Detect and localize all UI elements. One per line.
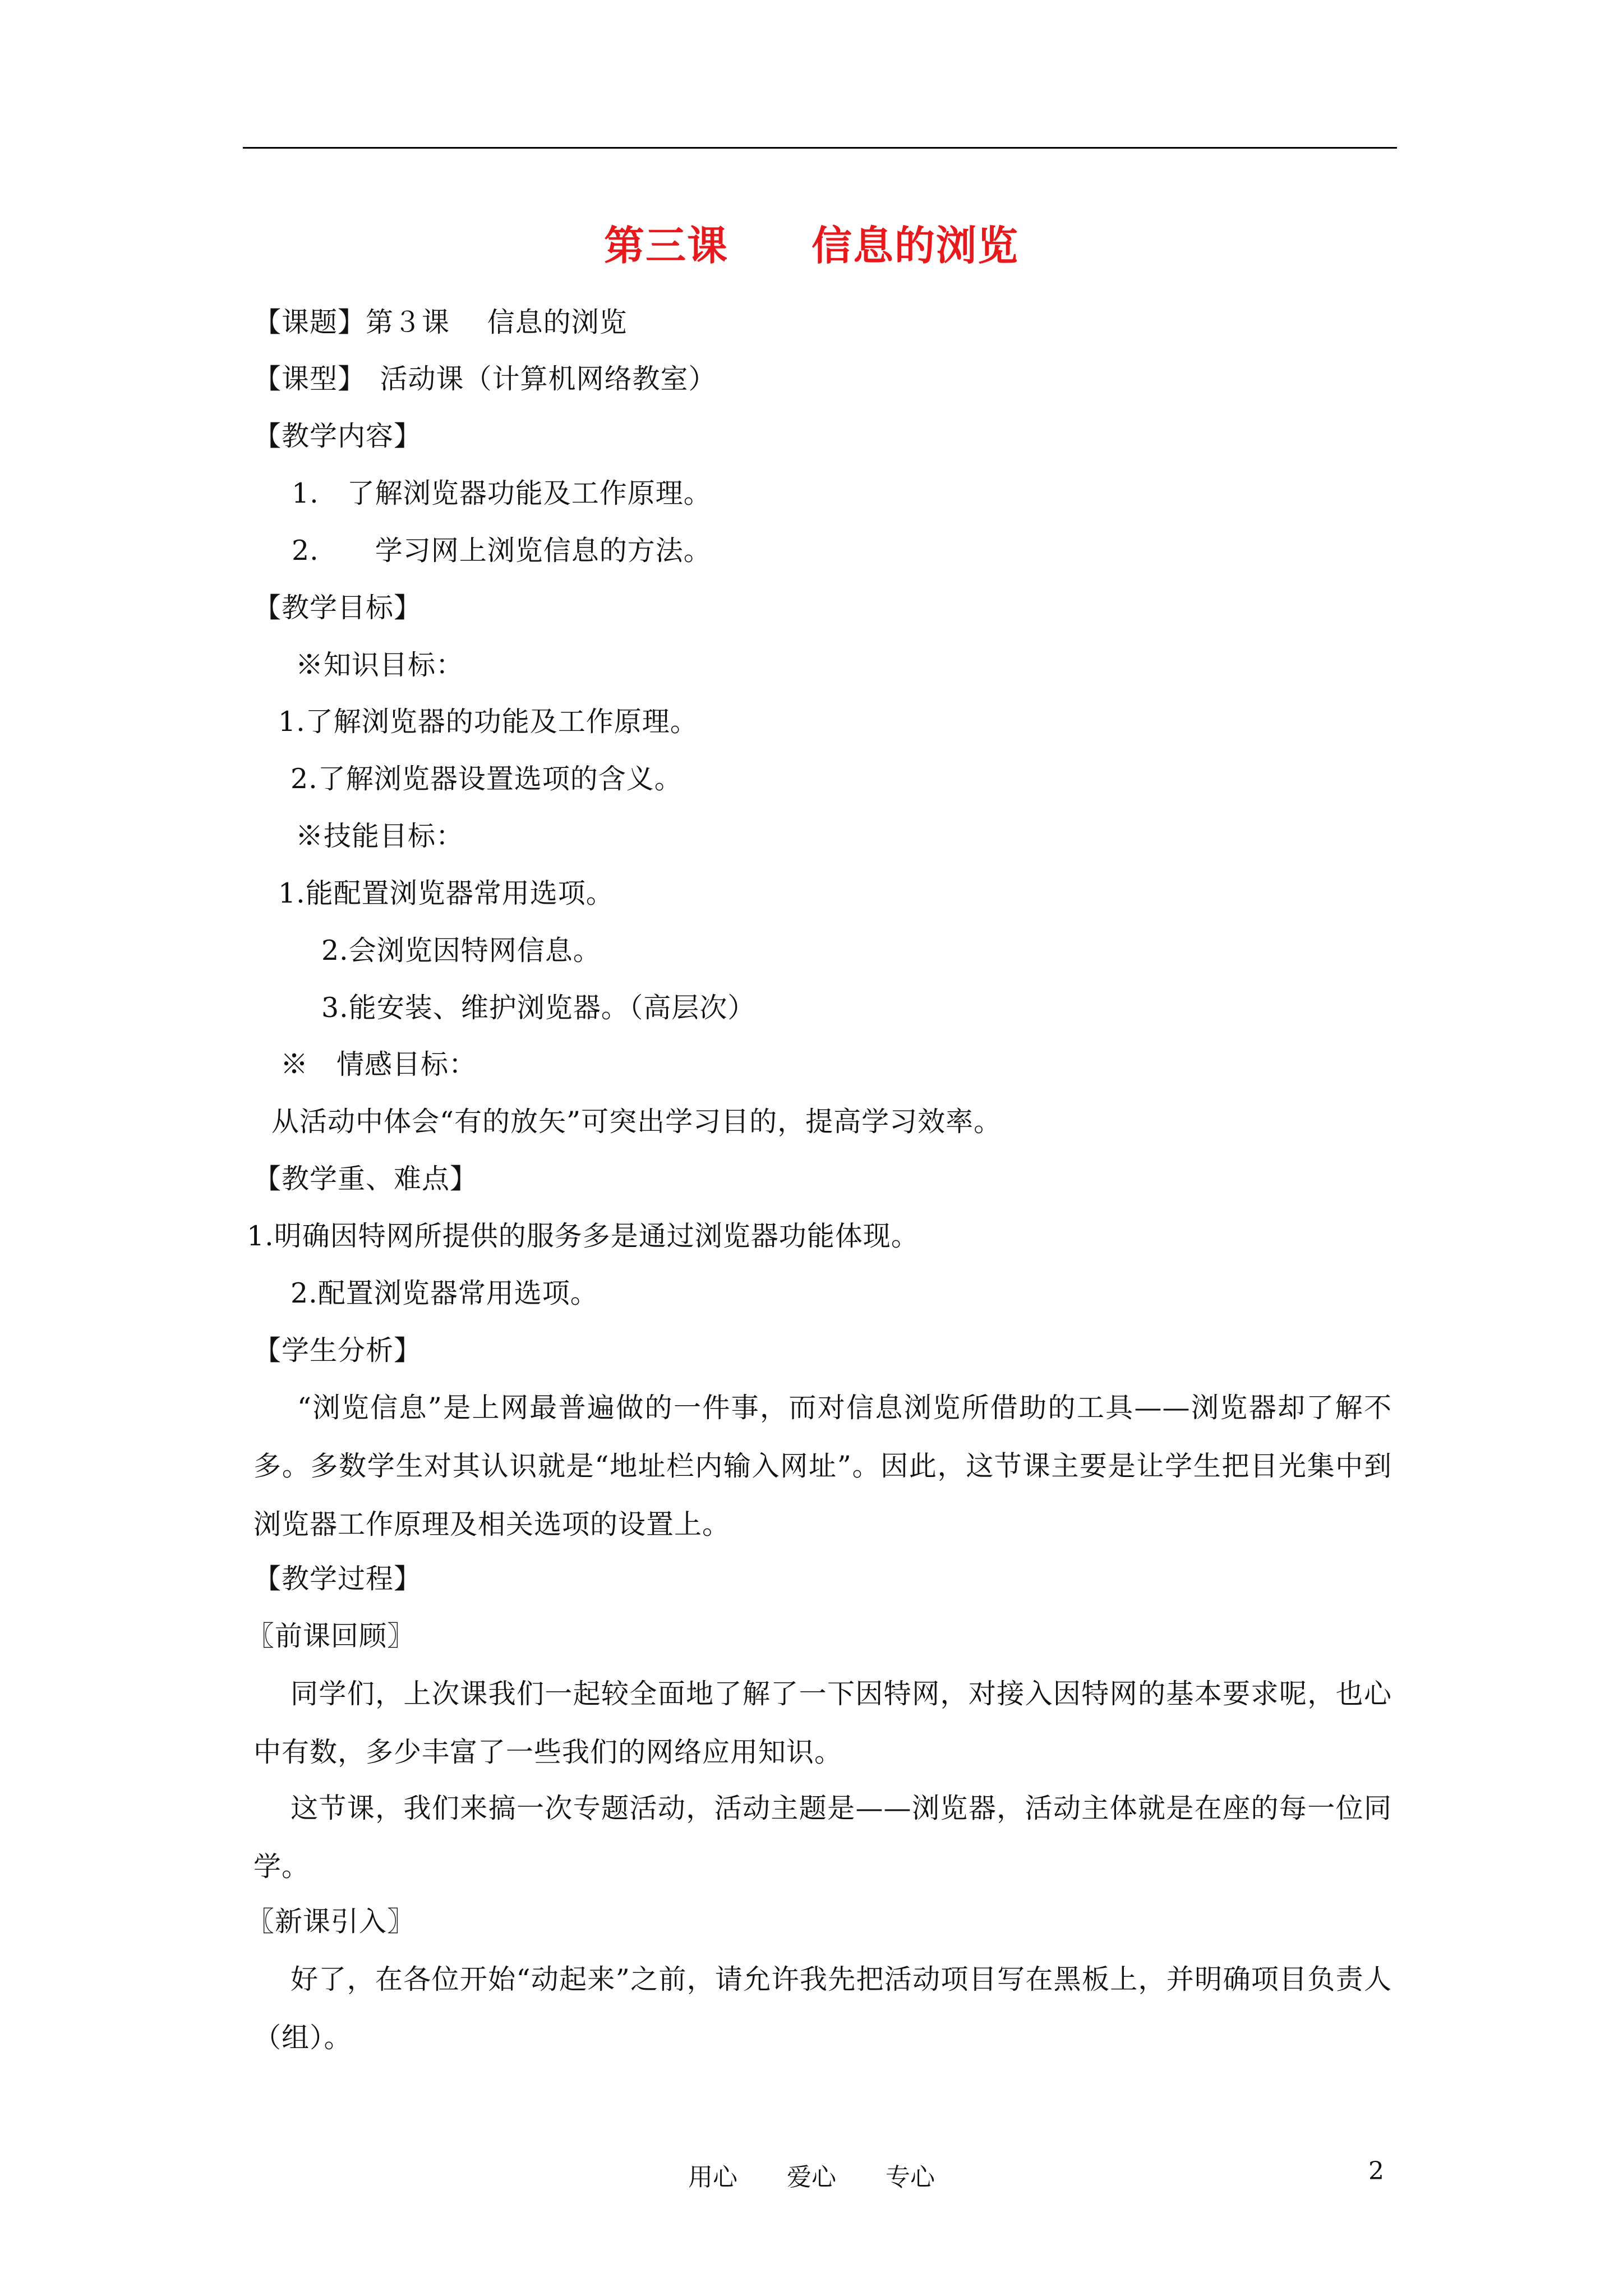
teaching-process-heading: 【教学过程】 xyxy=(253,1563,422,1595)
teaching-goals-heading: 【教学目标】 xyxy=(253,592,422,624)
key-points-heading: 【教学重、难点】 xyxy=(253,1163,478,1195)
student-analysis-paragraph: “浏览信息”是上网最普遍做的一件事，而对信息浏览所借助的工具——浏览器却了解不多。多数学生对其认识就是“地址栏内输入网址”。因此，这节课主要是让学生把目光集中到浏览器工作原理及相关选项的设置上。 xyxy=(253,1392,1392,1540)
review-paragraph-1: 同学们，上次课我们一起较全面地了解了一下因特网，对接入因特网的基本要求呢，也心中有数，多少丰富了一些我们的网络应用知识。 xyxy=(253,1678,1392,1768)
content-item-1: 1. 了解浏览器功能及工作原理。 xyxy=(292,477,712,509)
emotion-goal-text: 从活动中体会“有的放矢”可突出学习目的，提高学习效率。 xyxy=(271,1106,1002,1138)
review-heading: 〖前课回顾〗 xyxy=(247,1620,416,1652)
skill-goal-3: 3.能安装、维护浏览器。（高层次） xyxy=(321,992,756,1024)
review-paragraph-2: 这节课，我们来搞一次专题活动，活动主题是——浏览器，活动主体就是在座的每一位同学。 xyxy=(253,1792,1392,1883)
knowledge-goal-2: 2.了解浏览器设置选项的含义。 xyxy=(291,763,683,795)
lesson-type-line: 【课型】 活动课（计算机网络教室） xyxy=(253,363,717,395)
lesson-title: 第三课 信息的浏览 xyxy=(603,222,1019,269)
emotion-goals-heading: ※ 情感目标： xyxy=(280,1048,477,1080)
intro-heading: 〖新课引入〗 xyxy=(247,1906,416,1938)
intro-paragraph: 好了，在各位开始“动起来”之前，请允许我先把活动项目写在黑板上，并明确项目负责人（组）。 xyxy=(253,1963,1392,2054)
knowledge-goals-heading: ※知识目标： xyxy=(296,649,464,681)
content-item-2: 2. 学习网上浏览信息的方法。 xyxy=(292,535,712,567)
page-number: 2 xyxy=(1368,2157,1384,2185)
key-point-1: 1.明确因特网所提供的服务多是通过浏览器功能体现。 xyxy=(247,1220,919,1252)
knowledge-goal-1: 1.了解浏览器的功能及工作原理。 xyxy=(278,706,698,738)
skill-goal-2: 2.会浏览因特网信息。 xyxy=(321,935,601,967)
skill-goal-1: 1.能配置浏览器常用选项。 xyxy=(278,877,614,909)
key-point-2: 2.配置浏览器常用选项。 xyxy=(291,1277,598,1309)
footer-motto: 用心 爱心 专心 xyxy=(688,2163,935,2192)
teaching-content-heading: 【教学内容】 xyxy=(253,420,422,452)
header-rule xyxy=(243,147,1397,149)
skill-goals-heading: ※技能目标： xyxy=(296,820,464,852)
topic-line: 【课题】第３课 信息的浏览 xyxy=(253,306,628,338)
student-analysis-heading: 【学生分析】 xyxy=(253,1335,422,1366)
